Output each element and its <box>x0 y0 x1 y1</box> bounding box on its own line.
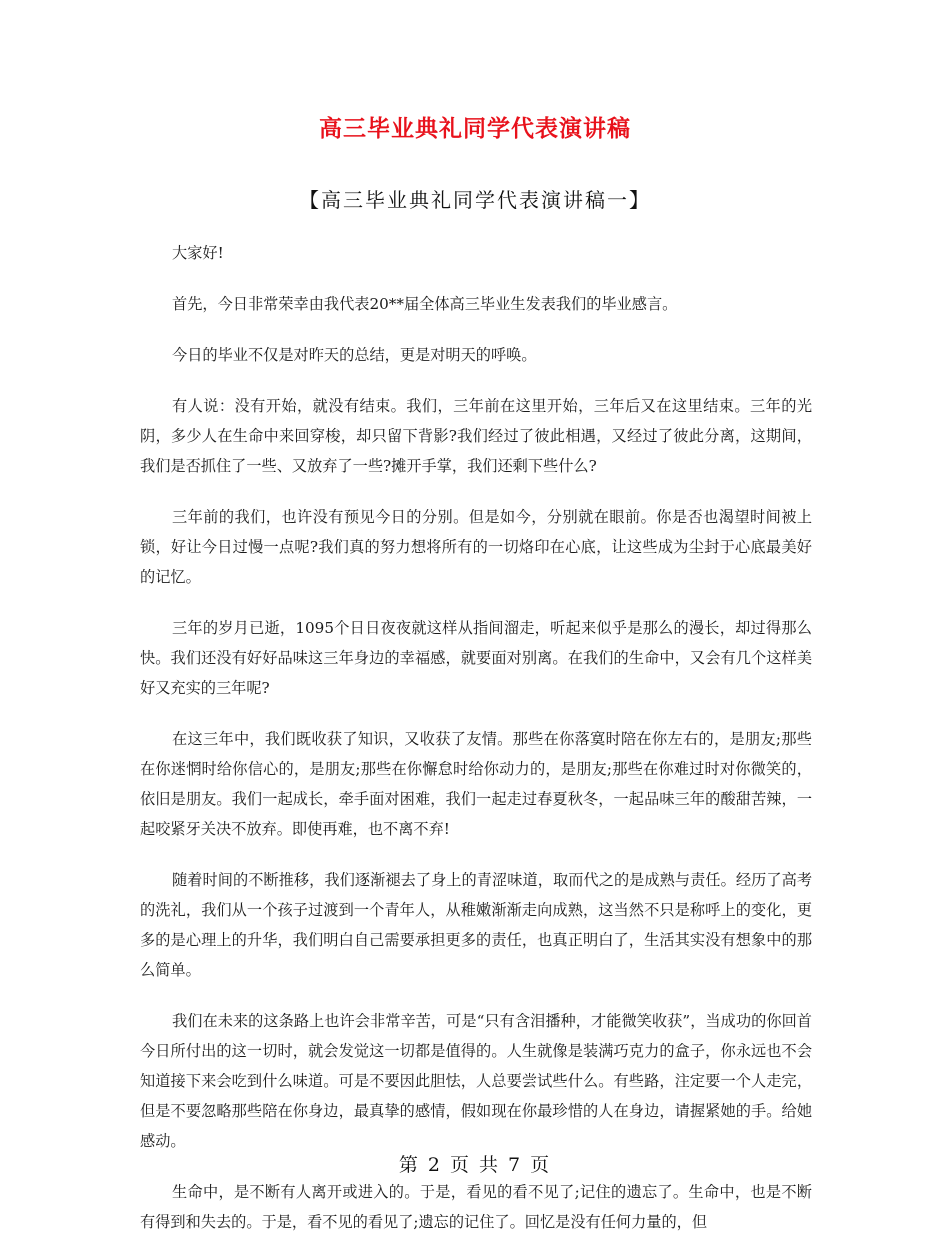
paragraph: 在这三年中，我们既收获了知识，又收获了友情。那些在你落寞时陪在你左右的，是朋友;那些在你迷惘时给你信心的，是朋友;那些在你懈怠时给你动力的，是朋友;那些在你难过时对你微笑的，依旧是朋友。我们一起成长，牵手面对困难，我们一起走过春夏秋冬，一起品味三年的酸甜苦辣，一起咬紧牙关决不放弃。即使再难，也不离不弃! <box>140 730 812 838</box>
section-heading: 【高三毕业典礼同学代表演讲稿一】 <box>299 188 651 212</box>
paragraph: 三年的岁月已逝，1095个日日夜夜就这样从指间溜走，听起来似乎是那么的漫长，却过得那么快。我们还没有好好品味这三年身边的幸福感，就要面对别离。在我们的生命中，又会有几个这样美好又充实的三年呢? <box>140 619 812 697</box>
document-body <box>140 238 812 1258</box>
page-number-footer: 第 2 页 共 7 页 <box>398 1154 552 1176</box>
paragraph: 我们在未来的这条路上也许会非常辛苦，可是“只有含泪播种，才能微笑收获”，当成功的你回首今日所付出的这一切时，就会发觉这一切都是值得的。人生就像是装满巧克力的盒子，你永远也不会知道接下来会吃到什么味道。可是不要因此胆怯，人总要尝试些什么。有些路，注定要一个人走完，但是不要忽略那些陪在你身边，最真挚的感情，假如现在你最珍惜的人在身边，请握紧她的手。给她感动。 <box>140 1012 812 1150</box>
paragraph: 首先，今日非常荣幸由我代表20**届全体高三毕业生发表我们的毕业感言。 <box>172 295 678 313</box>
paragraph: 大家好! <box>172 244 224 262</box>
paragraph: 生命中，是不断有人离开或进入的。于是，看见的看不见了;记住的遗忘了。生命中，也是不断有得到和失去的。于是，看不见的看见了;遗忘的记住了。回忆是没有任何力量的，但 <box>140 1183 812 1231</box>
paragraph: 今日的毕业不仅是对昨天的总结，更是对明天的呼唤。 <box>172 346 537 364</box>
paragraph: 三年前的我们，也许没有预见今日的分别。但是如今，分别就在眼前。你是否也渴望时间被上锁，好让今日过慢一点呢?我们真的努力想将所有的一切烙印在心底，让这些成为尘封于心底最美好的记忆。 <box>140 508 812 586</box>
paragraph: 随着时间的不断推移，我们逐渐褪去了身上的青涩味道，取而代之的是成熟与责任。经历了高考的洗礼，我们从一个孩子过渡到一个青年人，从稚嫩渐渐走向成熟，这当然不只是称呼上的变化，更多的是心理上的升华，我们明白自己需要承担更多的责任，也真正明白了，生活其实没有想象中的那么简单。 <box>140 871 812 979</box>
document-title: 高三毕业典礼同学代表演讲稿 <box>319 116 631 142</box>
paragraph: 有人说：没有开始，就没有结束。我们，三年前在这里开始，三年后又在这里结束。三年的光阴，多少人在生命中来回穿梭，却只留下背影?我们经过了彼此相遇，又经过了彼此分离，这期间，我们是否抓住了一些、又放弃了一些?摊开手掌，我们还剩下些什么? <box>140 397 812 475</box>
